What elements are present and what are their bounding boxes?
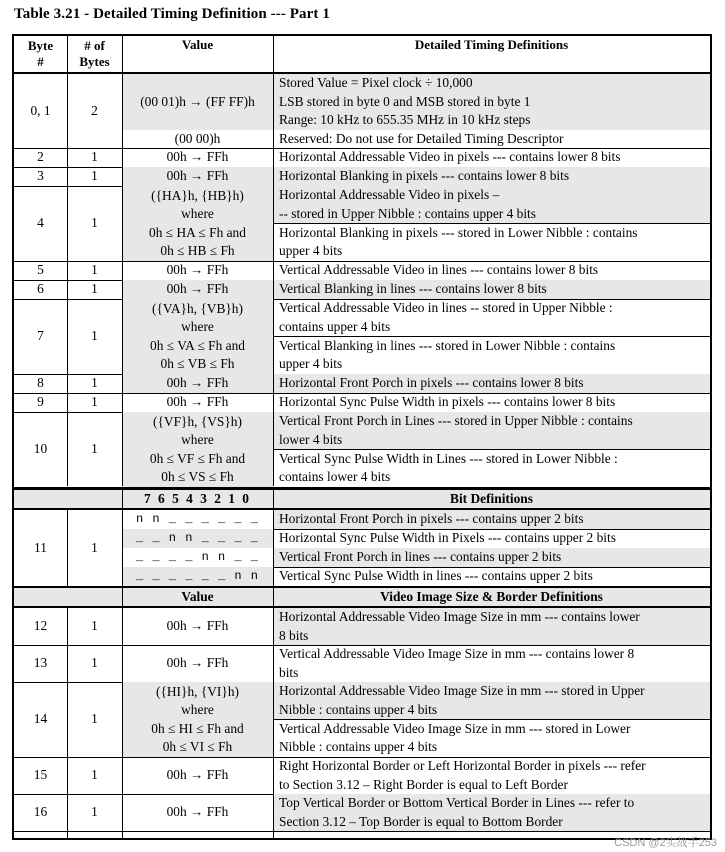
byte-cell: 5 xyxy=(37,262,44,278)
definition-cell-line: Vertical Front Porch in Lines --- stored in Upper Nibble : contains xyxy=(279,413,633,428)
definition-cell-line: Section 3.12 – Top Border is equal to Bottom Border xyxy=(279,813,563,829)
video-image-size-header: Video Image Size & Border Definitions xyxy=(380,588,603,604)
nbytes-cell: 1 xyxy=(91,262,98,278)
value-cell-line: where xyxy=(181,319,214,334)
nbytes-cell: 1 xyxy=(91,539,98,555)
nbytes-cell: 1 xyxy=(91,328,98,344)
definition-cell-line: Nibble : contains upper 4 bits xyxy=(279,739,438,754)
header-byte xyxy=(14,36,67,72)
definition-cell-line: Vertical Blanking in lines --- stored in Lower Nibble : contains xyxy=(279,337,616,353)
value-cell-line: ({VA}h, {VB}h) xyxy=(152,300,243,316)
definition-cell-line: contains upper 4 bits xyxy=(279,318,391,334)
byte-cell: 3 xyxy=(37,168,44,184)
nbytes-cell: 1 xyxy=(91,441,98,457)
bit-pattern: _ _ _ _ _ _ n n xyxy=(135,569,260,584)
definition-cell xyxy=(273,299,710,336)
nbytes-cell: 1 xyxy=(91,394,98,410)
bit-numbers: 7 6 5 4 3 2 1 0 xyxy=(144,490,251,506)
nbytes-cell: 1 xyxy=(91,168,98,184)
value-cell-line: 0h ≤ VS ≤ Fh xyxy=(161,469,234,484)
definition-cell xyxy=(273,336,710,374)
definition-cell-line: Horizontal Addressable Video in pixels – xyxy=(279,187,500,202)
definition-cell-line: LSB stored in byte 0 and MSB stored in byte 1 xyxy=(279,93,531,109)
nbytes-cell: 1 xyxy=(91,375,98,391)
nbytes-cell: 1 xyxy=(91,711,98,727)
table-title: Table 3.21 - Detailed Timing Definition --- Part 1 xyxy=(14,6,330,22)
byte-cell: 0, 1 xyxy=(30,102,51,118)
nbytes-cell: 1 xyxy=(91,618,98,634)
value-cell-line: ({HI}h, {VI}h) xyxy=(156,683,239,699)
column-divider xyxy=(122,586,123,838)
definition-cell xyxy=(273,757,710,794)
value-cell xyxy=(122,299,273,374)
definition-cell-line: to Section 3.12 – Right Border is equal to Left Border xyxy=(279,776,568,792)
column-divider xyxy=(273,488,274,586)
nbytes-cell: 1 xyxy=(91,215,98,231)
value-cell: 00h → FFh xyxy=(166,262,229,278)
row-divider xyxy=(14,831,710,832)
value-cell xyxy=(122,186,273,261)
value-cell: 00h → FFh xyxy=(166,281,229,297)
value-cell-line: where xyxy=(181,206,214,221)
definition-cell xyxy=(273,608,710,645)
value-cell-line: where xyxy=(181,432,214,447)
definition-cell: Horizontal Front Porch in pixels --- contains lower 8 bits xyxy=(279,375,584,391)
definition-cell-line: Horizontal Addressable Video Image Size in mm --- contains lower xyxy=(279,609,640,624)
nbytes-cell: 1 xyxy=(91,767,98,783)
definition-cell: Horizontal Sync Pulse Width in pixels --- contains lower 8 bits xyxy=(279,394,616,410)
header-nbytes xyxy=(67,36,122,72)
value-cell-line: 0h ≤ VI ≤ Fh xyxy=(162,739,233,754)
definition-cell-line: upper 4 bits xyxy=(279,356,343,371)
header-nbytes-line: # of xyxy=(84,38,105,53)
byte-cell: 13 xyxy=(33,655,48,671)
value-cell-line: 0h ≤ VB ≤ Fh xyxy=(160,356,235,371)
bit-pattern: n n _ _ _ _ _ _ xyxy=(135,512,260,527)
definition-cell xyxy=(273,645,710,682)
byte-cell: 8 xyxy=(37,375,44,391)
byte-cell: 6 xyxy=(37,281,44,297)
value-cell: 00h → FFh xyxy=(166,394,229,410)
column-divider xyxy=(67,510,68,586)
definition-cell-line: lower 4 bits xyxy=(279,431,343,447)
definition-cell-line: Vertical Addressable Video in lines -- stored in Upper Nibble : xyxy=(279,300,613,315)
definition-cell-line: upper 4 bits xyxy=(279,243,343,258)
nbytes-cell: 1 xyxy=(91,281,98,297)
definition-cell xyxy=(273,794,710,831)
value-cell xyxy=(122,682,273,757)
definition-cell-line: Horizontal Blanking in pixels --- stored in Lower Nibble : contains xyxy=(279,224,638,240)
definition-cell: Vertical Blanking in lines --- contains lower 8 bits xyxy=(279,281,547,297)
byte-cell: 2 xyxy=(37,149,44,165)
definition-cell-line: Vertical Sync Pulse Width in Lines --- stored in Lower Nibble : xyxy=(279,450,618,466)
definition-cell-line: Range: 10 kHz to 655.35 MHz in 10 kHz steps xyxy=(279,112,531,128)
value-cell-line: 0h ≤ HA ≤ Fh and xyxy=(149,224,246,240)
value-cell xyxy=(122,412,273,487)
definition-cell: Reserved: Do not use for Detailed Timing Descriptor xyxy=(279,130,564,146)
definition-cell: Vertical Sync Pulse Width in lines --- contains upper 2 bits xyxy=(279,568,593,584)
header-definitions: Detailed Timing Definitions xyxy=(414,37,569,52)
byte-cell: 15 xyxy=(33,767,48,783)
definition-cell: Horizontal Sync Pulse Width in Pixels --- contains upper 2 bits xyxy=(279,530,616,546)
timing-table xyxy=(12,34,712,840)
header-value: Value xyxy=(181,37,214,52)
value-cell: 00h → FFh xyxy=(166,804,229,820)
value-cell: 00h → FFh xyxy=(166,767,229,783)
nbytes-cell: 1 xyxy=(91,149,98,165)
definition-cell-line: Vertical Addressable Video Image Size in mm --- contains lower 8 xyxy=(279,646,635,661)
watermark: CSDN @2实战手253 xyxy=(614,837,717,849)
definition-cell-line: Nibble : contains upper 4 bits xyxy=(279,701,438,717)
byte-cell: 7 xyxy=(37,328,44,344)
value-cell: 00h → FFh xyxy=(166,149,229,165)
value-cell: 00h → FFh xyxy=(166,655,229,671)
definition-cell xyxy=(273,186,710,223)
definition-cell-line: -- stored in Upper Nibble : contains upper 4 bits xyxy=(279,205,536,221)
value-cell: 00h → FFh xyxy=(166,375,229,391)
byte-cell: 16 xyxy=(33,804,48,820)
definition-cell-line: Vertical Addressable Video Image Size in mm --- stored in Lower xyxy=(279,720,631,736)
definition-cell: Horizontal Addressable Video in pixels --- contains lower 8 bits xyxy=(279,149,621,165)
value-cell-line: 0h ≤ VF ≤ Fh and xyxy=(149,450,246,466)
definition-cell: Horizontal Front Porch in pixels --- contains upper 2 bits xyxy=(279,511,584,527)
definition-cell xyxy=(273,682,710,719)
value-cell-line: 0h ≤ HI ≤ Fh and xyxy=(151,720,244,736)
value-cell-line: where xyxy=(181,702,214,717)
definition-cell-line: 8 bits xyxy=(279,627,309,643)
value-cell-line: 0h ≤ VA ≤ Fh and xyxy=(150,337,245,353)
definition-cell-line: Horizontal Addressable Video Image Size in mm --- stored in Upper xyxy=(279,683,645,698)
definition-cell: Horizontal Blanking in pixels --- contains lower 8 bits xyxy=(279,168,570,184)
column-divider xyxy=(122,36,123,486)
value-cell: 00h → FFh xyxy=(166,168,229,184)
value-cell: (00 00)h xyxy=(174,130,221,146)
byte-cell: 9 xyxy=(37,394,44,410)
definition-cell-line: Top Vertical Border or Bottom Vertical Border in Lines --- refer to xyxy=(279,795,635,810)
header-nbytes-line: Bytes xyxy=(79,54,110,69)
value-cell: 00h → FFh xyxy=(166,618,229,634)
definition-cell xyxy=(273,412,710,449)
nbytes-cell: 1 xyxy=(91,804,98,820)
byte-cell: 14 xyxy=(33,711,48,727)
value-cell: (00 01)h → (FF FF)h xyxy=(140,93,255,109)
column-divider xyxy=(273,36,274,486)
definition-cell-line: contains lower 4 bits xyxy=(279,469,391,484)
bit-definitions-header: Bit Definitions xyxy=(450,490,533,506)
value-header: Value xyxy=(181,588,214,604)
header-byte-line: Byte xyxy=(27,38,54,53)
column-divider xyxy=(67,36,68,486)
value-cell-line: ({VF}h, {VS}h) xyxy=(153,413,242,429)
value-cell-line: ({HA}h, {HB}h) xyxy=(151,187,244,203)
definition-cell xyxy=(273,449,710,487)
byte-cell: 12 xyxy=(33,618,48,634)
byte-cell: 11 xyxy=(34,539,47,555)
column-divider xyxy=(122,488,123,586)
nbytes-cell: 2 xyxy=(91,102,98,118)
bit-pattern: _ _ n n _ _ _ _ xyxy=(135,531,260,546)
definition-cell xyxy=(273,223,710,261)
definition-cell-line: Right Horizontal Border or Left Horizontal Border in pixels --- refer xyxy=(279,758,646,773)
nbytes-cell: 1 xyxy=(91,655,98,671)
value-cell-line: 0h ≤ HB ≤ Fh xyxy=(160,243,235,258)
definition-cell: Vertical Addressable Video in lines --- contains lower 8 bits xyxy=(279,262,599,278)
bit-pattern: _ _ _ _ n n _ _ xyxy=(135,550,260,565)
definition-cell-line: Stored Value = Pixel clock ÷ 10,000 xyxy=(279,75,473,91)
byte-cell: 4 xyxy=(37,215,44,231)
definition-cell-line: bits xyxy=(279,664,299,680)
definition-cell xyxy=(273,719,710,757)
definition-cell xyxy=(273,74,710,130)
column-divider xyxy=(67,608,68,838)
byte-cell: 10 xyxy=(33,441,48,457)
header-byte-line: # xyxy=(37,54,44,69)
column-divider xyxy=(273,586,274,838)
definition-cell: Vertical Front Porch in lines --- contains upper 2 bits xyxy=(279,549,562,565)
